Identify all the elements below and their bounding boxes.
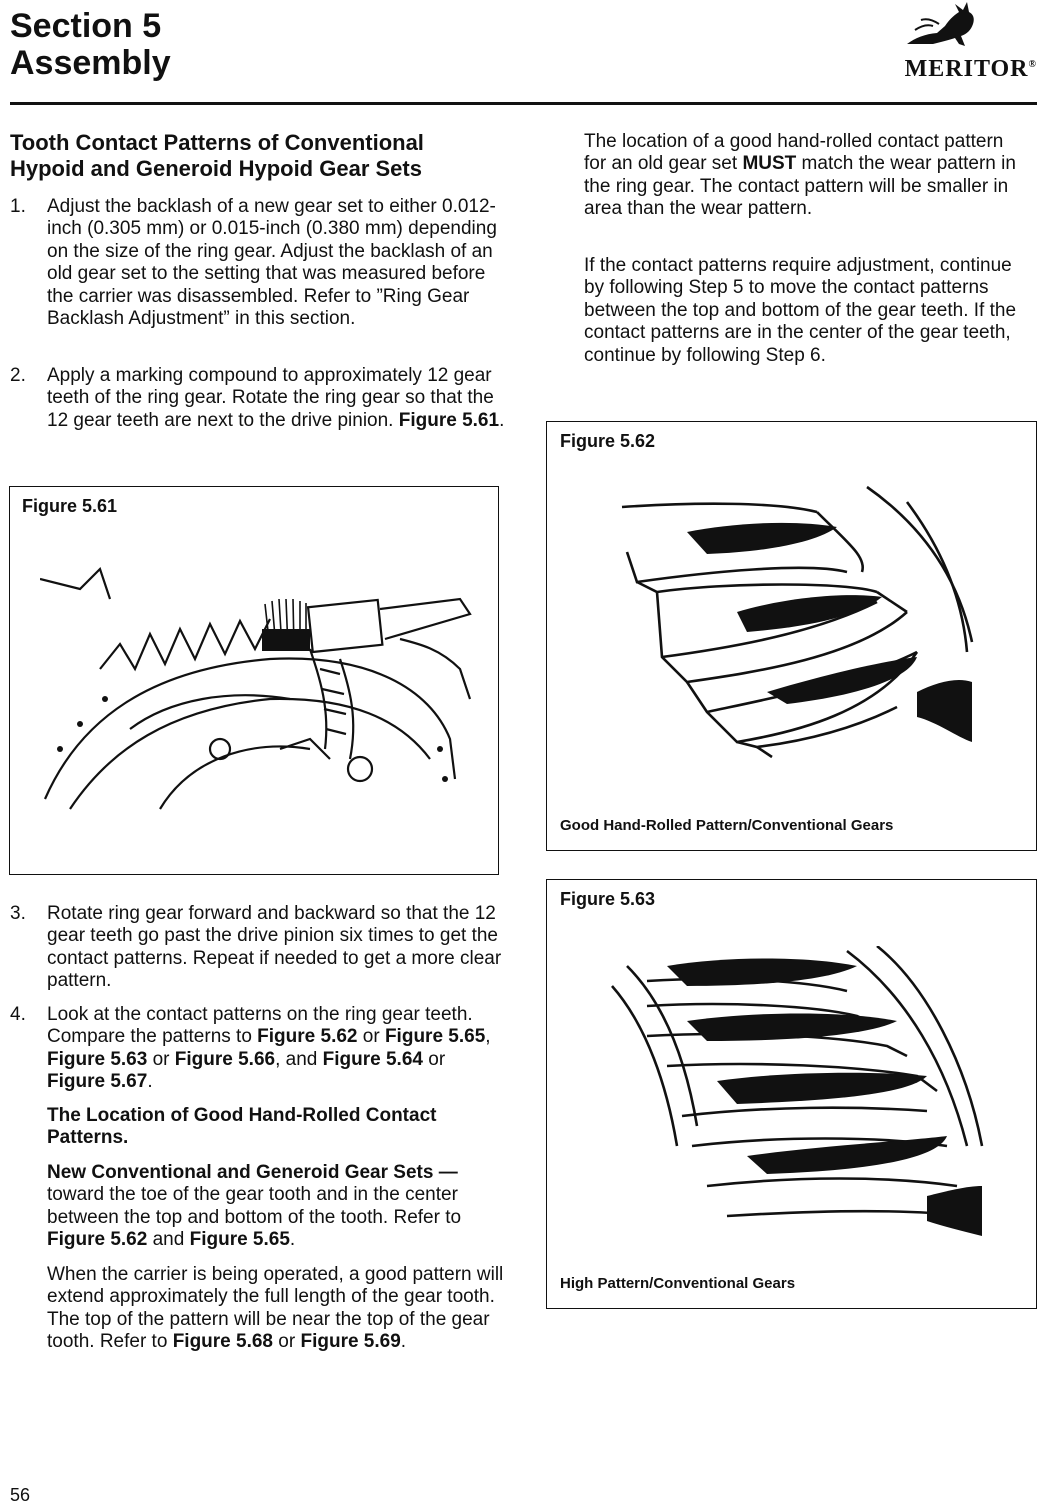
step-text: , and (275, 1048, 323, 1070)
location-heading: The Location of Good Hand-Rolled Contact Patterns. (47, 1105, 437, 1149)
figure-reference: Figure 5.67 (47, 1071, 148, 1093)
paragraph-text: . (400, 1331, 407, 1353)
old-gear-set-paragraph (584, 131, 1029, 221)
paragraph-text: and (147, 1229, 190, 1251)
figure-caption: Good Hand-Rolled Pattern/Conventional Gears (560, 817, 894, 834)
section-name: Assembly (10, 44, 171, 82)
brand-name: MERITOR (904, 56, 1029, 82)
paragraph-text: . (289, 1229, 296, 1251)
paragraph-lead: New Conventional and Generoid Gear Sets — (47, 1162, 458, 1183)
figure-5-62 (546, 421, 1037, 851)
figure-reference: Figure 5.62 (47, 1229, 148, 1251)
step-text: , (485, 1026, 491, 1048)
new-gear-sets-paragraph (47, 1162, 507, 1252)
figure-5-63 (546, 879, 1037, 1309)
differential-brush-illustration (40, 549, 480, 819)
figure-reference: Figure 5.61 (398, 409, 500, 431)
figure-reference: Figure 5.62 (257, 1026, 358, 1048)
figure-reference: Figure 5.66 (174, 1048, 276, 1070)
registered-mark: ® (1028, 59, 1037, 70)
figure-5-61 (9, 486, 499, 875)
figure-reference: Figure 5.64 (322, 1048, 423, 1070)
figure-reference: Figure 5.63 (47, 1048, 148, 1070)
figure-caption: High Pattern/Conventional Gears (560, 1275, 796, 1292)
figure-reference: Figure 5.65 (384, 1026, 486, 1048)
section-number: Section 5 (10, 7, 162, 45)
heading-line-1: Tooth Contact Patterns of Conventional (10, 130, 424, 155)
step-number: 2. (10, 365, 26, 386)
step-number: 3. (10, 903, 26, 924)
paragraph-text: or (273, 1331, 301, 1353)
carrier-operated-paragraph (47, 1264, 507, 1354)
bull-logo-icon (855, 0, 1037, 60)
step-4 (10, 1004, 507, 1094)
step-text: Look at the contact patterns on the ring gear teeth. Compare the patterns to (47, 1004, 473, 1048)
figure-label: Figure 5.62 (560, 431, 656, 451)
heading-line-2: Hypoid and Generoid Hypoid Gear Sets (10, 156, 422, 181)
figure-reference: Figure 5.68 (172, 1331, 274, 1353)
subsection-heading (10, 130, 530, 182)
paragraph-text: When the carrier is being operated, a good pattern will extend approximately the full length of the gear tooth. The top of the pattern will be near the top of the gear tooth. Refer to (47, 1264, 504, 1353)
step-text: Rotate ring gear forward and backward so that the 12 gear teeth go past the drive pinion six times to get the contact patterns. Repeat if needed to get a more clear pattern. (47, 903, 502, 992)
paragraph-text: match the wear pattern in the ring gear. The contact pattern will be smaller in area than the wear pattern. (584, 153, 1016, 220)
step-text: Adjust the backlash of a new gear set to either 0.012-inch (0.305 mm) or 0.015-inch (0.380 mm) depending on the size of the ring gear. Adjust the backlash of an old gear set to the setting that was measured before the carrier was disassembled. Refer to ”Ring Gear Backlash Adjustment” in this section. (47, 196, 497, 330)
emphasis: MUST (742, 153, 797, 175)
step-1 (10, 196, 507, 330)
high-pattern-teeth-illustration (607, 946, 987, 1246)
step-2: 2. Apply a marking compound to approximately 12 gear teeth of the ring gear. Rotate the ring gear so that the 12 gear teeth are next to the drive pinion. Figure 5.61. (10, 365, 505, 431)
step-text: . (147, 1071, 153, 1093)
page-number: 56 (10, 1485, 31, 1505)
figure-reference: Figure 5.69 (300, 1331, 401, 1353)
figure-label: Figure 5.63 (560, 889, 656, 909)
adjustment-paragraph: If the contact patterns require adjustment, continue by following Step 5 to move the contact patterns between the top and bottom of the gear teeth. If the contact patterns are in the center of the gear teeth, continue by following Step 6. (584, 255, 1017, 366)
meritor-logo (855, 0, 1037, 86)
step-3 (10, 903, 507, 993)
step-text: Apply a marking compound to approximately 12 gear teeth of the ring gear. Rotate the ring gear so that the 12 gear teeth are next to the drive pinion. (47, 365, 494, 431)
step-text: or (357, 1026, 385, 1048)
step-number: 1. (10, 196, 26, 217)
step-text: or (147, 1048, 175, 1070)
paragraph-text: toward the toe of the gear tooth and in the center between the top and bottom of the tooth. Refer to (47, 1184, 462, 1228)
section-title (10, 8, 171, 82)
paragraph-text: The location of a good hand-rolled contact pattern for an old gear set (584, 131, 1004, 175)
figure-label: Figure 5.61 (22, 496, 118, 516)
figure-reference: Figure 5.65 (189, 1229, 290, 1251)
good-pattern-teeth-illustration (617, 482, 977, 762)
header-rule (10, 102, 1037, 105)
step-number: 4. (10, 1004, 26, 1025)
step-text: or (422, 1048, 446, 1070)
